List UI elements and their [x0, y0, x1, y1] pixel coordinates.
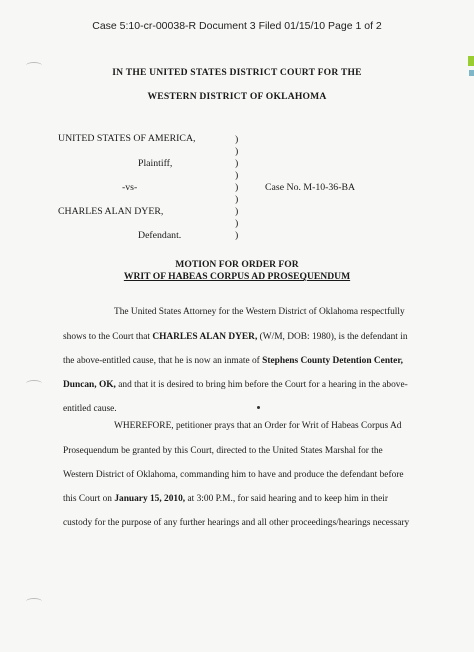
paragraph-1-line: Duncan, OK, and that it is desired to bring him before the Court for a hearing in the above- — [63, 380, 408, 390]
caption-paren: ) — [235, 206, 239, 217]
motion-title-line-1: MOTION FOR ORDER FOR — [175, 259, 299, 270]
caption-paren: ) — [235, 158, 239, 169]
caption-paren: ) — [235, 230, 239, 241]
edge-tab-mark — [468, 56, 474, 66]
paragraph-2-line: Western District of Oklahoma, commanding him to have and produce the defendant before — [63, 470, 404, 480]
edge-tab-mark — [469, 70, 474, 76]
paragraph-2-line: custody for the purpose of any further hearings and all other proceedings/hearings necessary — [63, 518, 410, 528]
case-header: Case 5:10-cr-00038-R Document 3 Filed 01/15/10 Page 1 of 2 — [92, 20, 382, 32]
scan-artifact — [26, 380, 42, 387]
caption-paren: ) — [235, 218, 239, 229]
paragraph-2-line: WHEREFORE, petitioner prays that an Order for Writ of Habeas Corpus Ad — [114, 421, 402, 431]
defendant-role: Defendant. — [138, 230, 182, 241]
paragraph-2-line: this Court on January 15, 2010, at 3:00 P.M., for said hearing and to keep him in their — [63, 494, 388, 504]
defendant-name: CHARLES ALAN DYER, — [58, 206, 164, 217]
caption-paren: ) — [235, 170, 239, 181]
scan-artifact — [26, 62, 42, 69]
court-name-line-1: IN THE UNITED STATES DISTRICT COURT FOR THE — [112, 67, 362, 78]
paragraph-1-line: the above-entitled cause, that he is now an inmate of Stephens County Detention Center, — [63, 356, 403, 366]
court-name-line-2: WESTERN DISTRICT OF OKLAHOMA — [147, 91, 327, 102]
plaintiff-role: Plaintiff, — [138, 158, 173, 169]
motion-title-line-2: WRIT OF HABEAS CORPUS AD PROSEQUENDUM — [123, 271, 351, 282]
caption-paren: ) — [235, 146, 239, 157]
case-number: Case No. M-10-36-BA — [265, 182, 356, 193]
scan-speck — [257, 406, 260, 409]
caption-paren: ) — [235, 134, 239, 145]
paragraph-1-line: The United States Attorney for the Western District of Oklahoma respectfully — [114, 307, 405, 317]
paragraph-1-line: shows to the Court that CHARLES ALAN DYER, (W/M, DOB: 1980), is the defendant in — [63, 332, 408, 342]
paragraph-1-line: entitled cause. — [63, 404, 117, 414]
plaintiff-name: UNITED STATES OF AMERICA, — [58, 133, 196, 144]
versus-label: -vs- — [122, 182, 138, 193]
caption-paren: ) — [235, 182, 239, 193]
paragraph-2-line: Prosequendum be granted by this Court, directed to the United States Marshal for the — [63, 446, 383, 456]
scan-artifact — [26, 598, 42, 605]
caption-paren: ) — [235, 194, 239, 205]
